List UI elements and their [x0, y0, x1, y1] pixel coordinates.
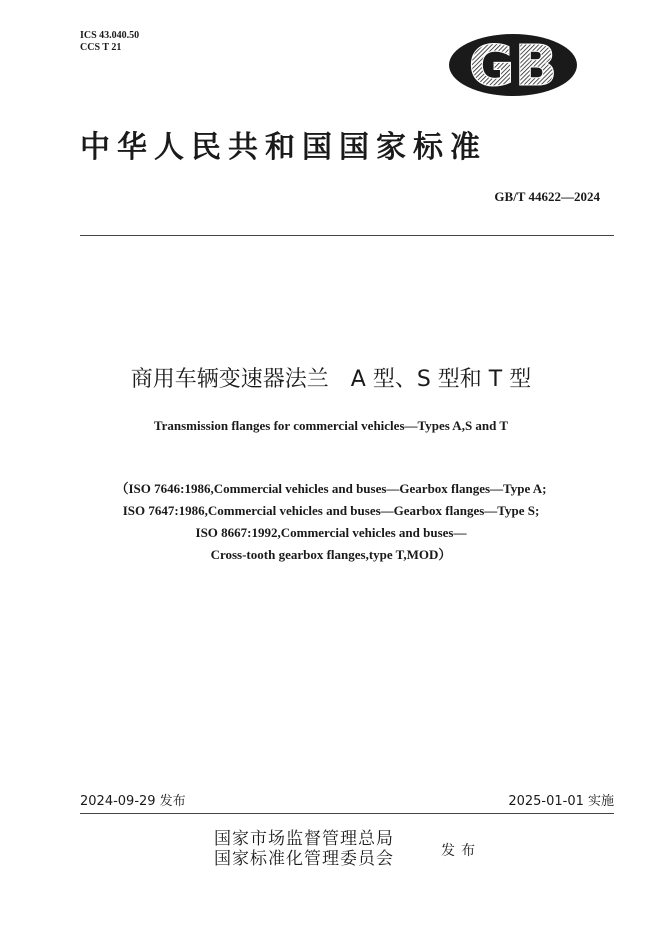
ccs-code: CCS T 21 [80, 42, 122, 53]
national-standard-title: 中华人民共和国国家标准 [80, 130, 487, 165]
svg-text:GB: GB [468, 34, 558, 97]
bottom-divider [80, 813, 614, 814]
issuer-samr: 国家市场监督管理总局 [214, 829, 394, 849]
top-divider [80, 235, 614, 236]
standard-number: GB/T 44622—2024 [494, 189, 600, 204]
classification-codes [80, 30, 139, 54]
implementation-date: 2025-01-01 实施 [508, 794, 614, 809]
iso-ref-line: ISO 8667:1992,Commercial vehicles and buses— [195, 525, 467, 540]
gb-logo [448, 33, 578, 97]
issuing-authorities [214, 829, 394, 869]
iso-references [0, 478, 662, 566]
issuer-sac: 国家标准化管理委员会 [214, 849, 394, 869]
iso-ref-line: （ISO 7646:1986,Commercial vehicles and buses—Gearbox flanges—Type A; [115, 481, 547, 496]
publish-label: 发布 [441, 843, 481, 859]
iso-ref-line: ISO 7647:1986,Commercial vehicles and buses—Gearbox flanges—Type S; [122, 503, 540, 518]
english-title: Transmission flanges for commercial vehicles—Types A,S and T [153, 418, 509, 433]
iso-ref-line: Cross-tooth gearbox flanges,type T,MOD） [210, 547, 452, 562]
chinese-title: 商用车辆变速器法兰 A 型、S 型和 T 型 [130, 367, 532, 392]
ics-code: ICS 43.040.50 [80, 30, 140, 41]
issue-date: 2024-09-29 发布 [80, 794, 186, 809]
